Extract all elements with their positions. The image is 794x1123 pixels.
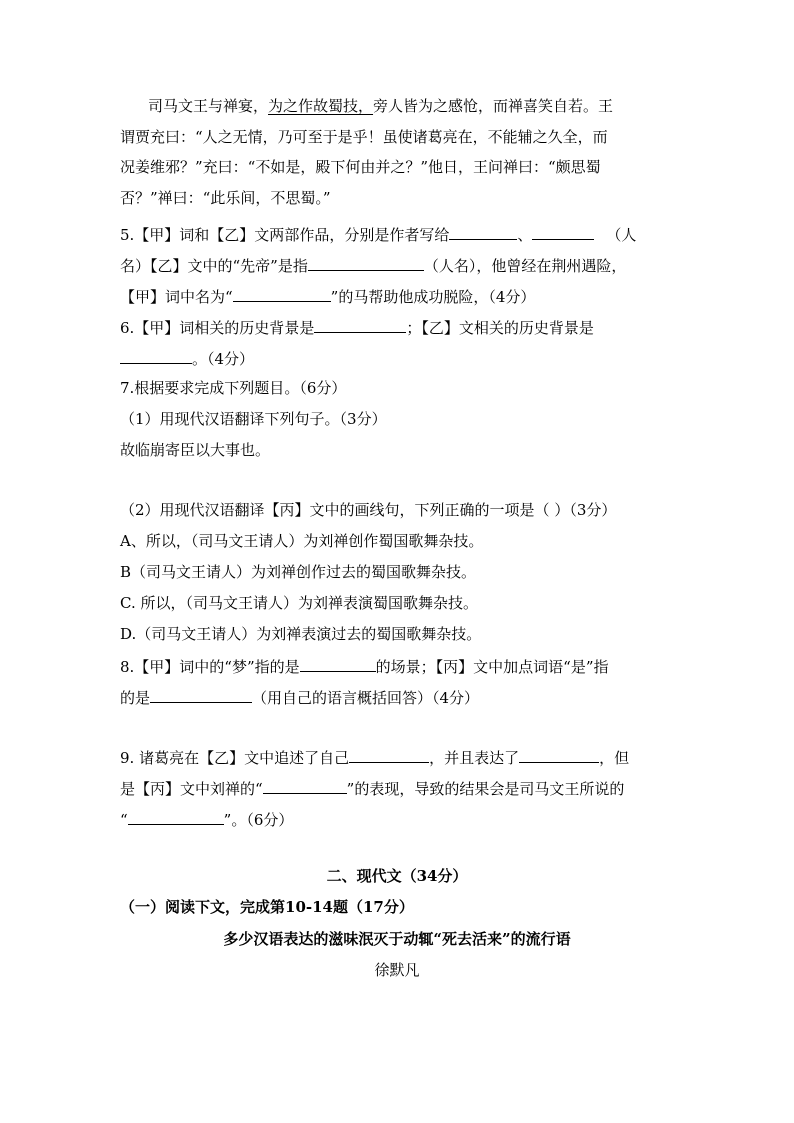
- underlined-sentence: 为之作故蜀技，: [268, 97, 374, 115]
- question-text: 6.【甲】词相关的历史背景是: [120, 319, 315, 337]
- question-7-sub-2: （2）用现代汉语翻译【丙】文中的画线句，下列正确的一项是（ ）（3分）: [120, 501, 617, 519]
- question-text: 、: [517, 226, 533, 244]
- passage-line-4: 否？”禅曰：“此乐间，不思蜀。”: [120, 189, 331, 207]
- question-7-sub-1: （1）用现代汉语翻译下列句子。（3分）: [120, 410, 387, 428]
- answer-blank[interactable]: [349, 746, 429, 763]
- passage-line-3: 况姜维邪？”充曰：“不如是，殿下何由并之？”他日，王问禅曰：“颇思蜀: [120, 158, 601, 176]
- passage-text: 司马文王与禅宴，: [148, 97, 269, 115]
- article-title: 多少汉语表达的滋味泯灭于动辄“死去活来”的流行语: [223, 930, 571, 948]
- answer-blank[interactable]: [308, 254, 424, 271]
- article-author: 徐默凡: [374, 961, 420, 979]
- question-text: （人: [606, 226, 637, 244]
- question-6-line-2: [120, 347, 254, 369]
- question-text: ；【乙】文相关的历史背景是: [406, 319, 594, 337]
- question-text: 的场景；【丙】文中加点词语“是”指: [375, 658, 609, 676]
- answer-blank[interactable]: [300, 655, 376, 672]
- passage-text: 旁人皆为之感怆，而禅喜笑自若。王: [373, 97, 614, 115]
- question-text: （用自己的语言概括回答）（4分）: [252, 689, 480, 707]
- question-7-title: 7.根据要求完成下列题目。（6分）: [120, 379, 347, 397]
- question-text: 9. 诸葛亮在【乙】文中追述了自己: [120, 749, 350, 767]
- question-text: ”的表现，导致的结果会是司马文王所说的: [346, 780, 625, 798]
- question-5-line-3: [120, 285, 535, 307]
- section-heading: 二、现代文（34分）: [326, 867, 468, 885]
- question-9-line-2: [120, 777, 624, 799]
- question-6-line-1: [120, 316, 594, 338]
- answer-blank[interactable]: [532, 223, 594, 240]
- question-8-line-2: [120, 686, 479, 708]
- question-text: 8.【甲】词中的“梦”指的是: [120, 658, 300, 676]
- answer-blank[interactable]: [120, 347, 192, 364]
- question-text: 。（4分）: [192, 350, 255, 368]
- answer-blank[interactable]: [263, 777, 347, 794]
- question-text: ，但: [599, 749, 630, 767]
- answer-blank[interactable]: [233, 285, 331, 302]
- answer-blank[interactable]: [449, 223, 517, 240]
- question-text: 5.【甲】词和【乙】文两部作品，分别是作者写给: [120, 226, 450, 244]
- passage-line-2: 谓贾充曰：“人之无情，乃可至于是乎！虽使诸葛亮在，不能辅之久全，而: [120, 128, 608, 146]
- question-5-line-2: [120, 254, 626, 276]
- question-text: ”。（6分）: [223, 811, 294, 829]
- question-text: 【甲】词中名为“: [120, 288, 233, 306]
- question-text: 是【丙】文中刘禅的“: [120, 780, 263, 798]
- question-text: ，并且表达了: [429, 749, 520, 767]
- answer-blank[interactable]: [150, 686, 252, 703]
- question-text: “: [120, 811, 128, 829]
- answer-blank[interactable]: [128, 808, 224, 825]
- question-5-line-1: [120, 223, 636, 245]
- answer-blank[interactable]: [519, 746, 599, 763]
- question-text: 的是: [120, 689, 151, 707]
- answer-blank[interactable]: [314, 316, 406, 333]
- question-9-line-1: [120, 746, 629, 768]
- option-a[interactable]: A、所以，（司马文王请人）为刘禅创作蜀国歌舞杂技。: [120, 532, 484, 550]
- section-subheading: （一）阅读下文，完成第10-14题（17分）: [120, 898, 414, 916]
- question-8-line-1: [120, 655, 609, 677]
- question-text: ”的马帮助他成功脱险，（4分）: [330, 288, 536, 306]
- translation-sentence: 故临崩寄臣以大事也。: [120, 441, 271, 459]
- question-text: （人名），他曾经在荆州遇险，: [423, 257, 627, 275]
- option-c[interactable]: C. 所以，（司马文王请人）为刘禅表演蜀国歌舞杂技。: [120, 594, 478, 612]
- passage-line-1: [148, 96, 613, 116]
- question-text: 名）【乙】文中的“先帝”是指: [120, 257, 308, 275]
- option-d[interactable]: D.（司马文王请人）为刘禅表演过去的蜀国歌舞杂技。: [120, 625, 482, 643]
- option-b[interactable]: B（司马文王请人）为刘禅创作过去的蜀国歌舞杂技。: [120, 563, 477, 581]
- question-9-line-3: [120, 808, 293, 830]
